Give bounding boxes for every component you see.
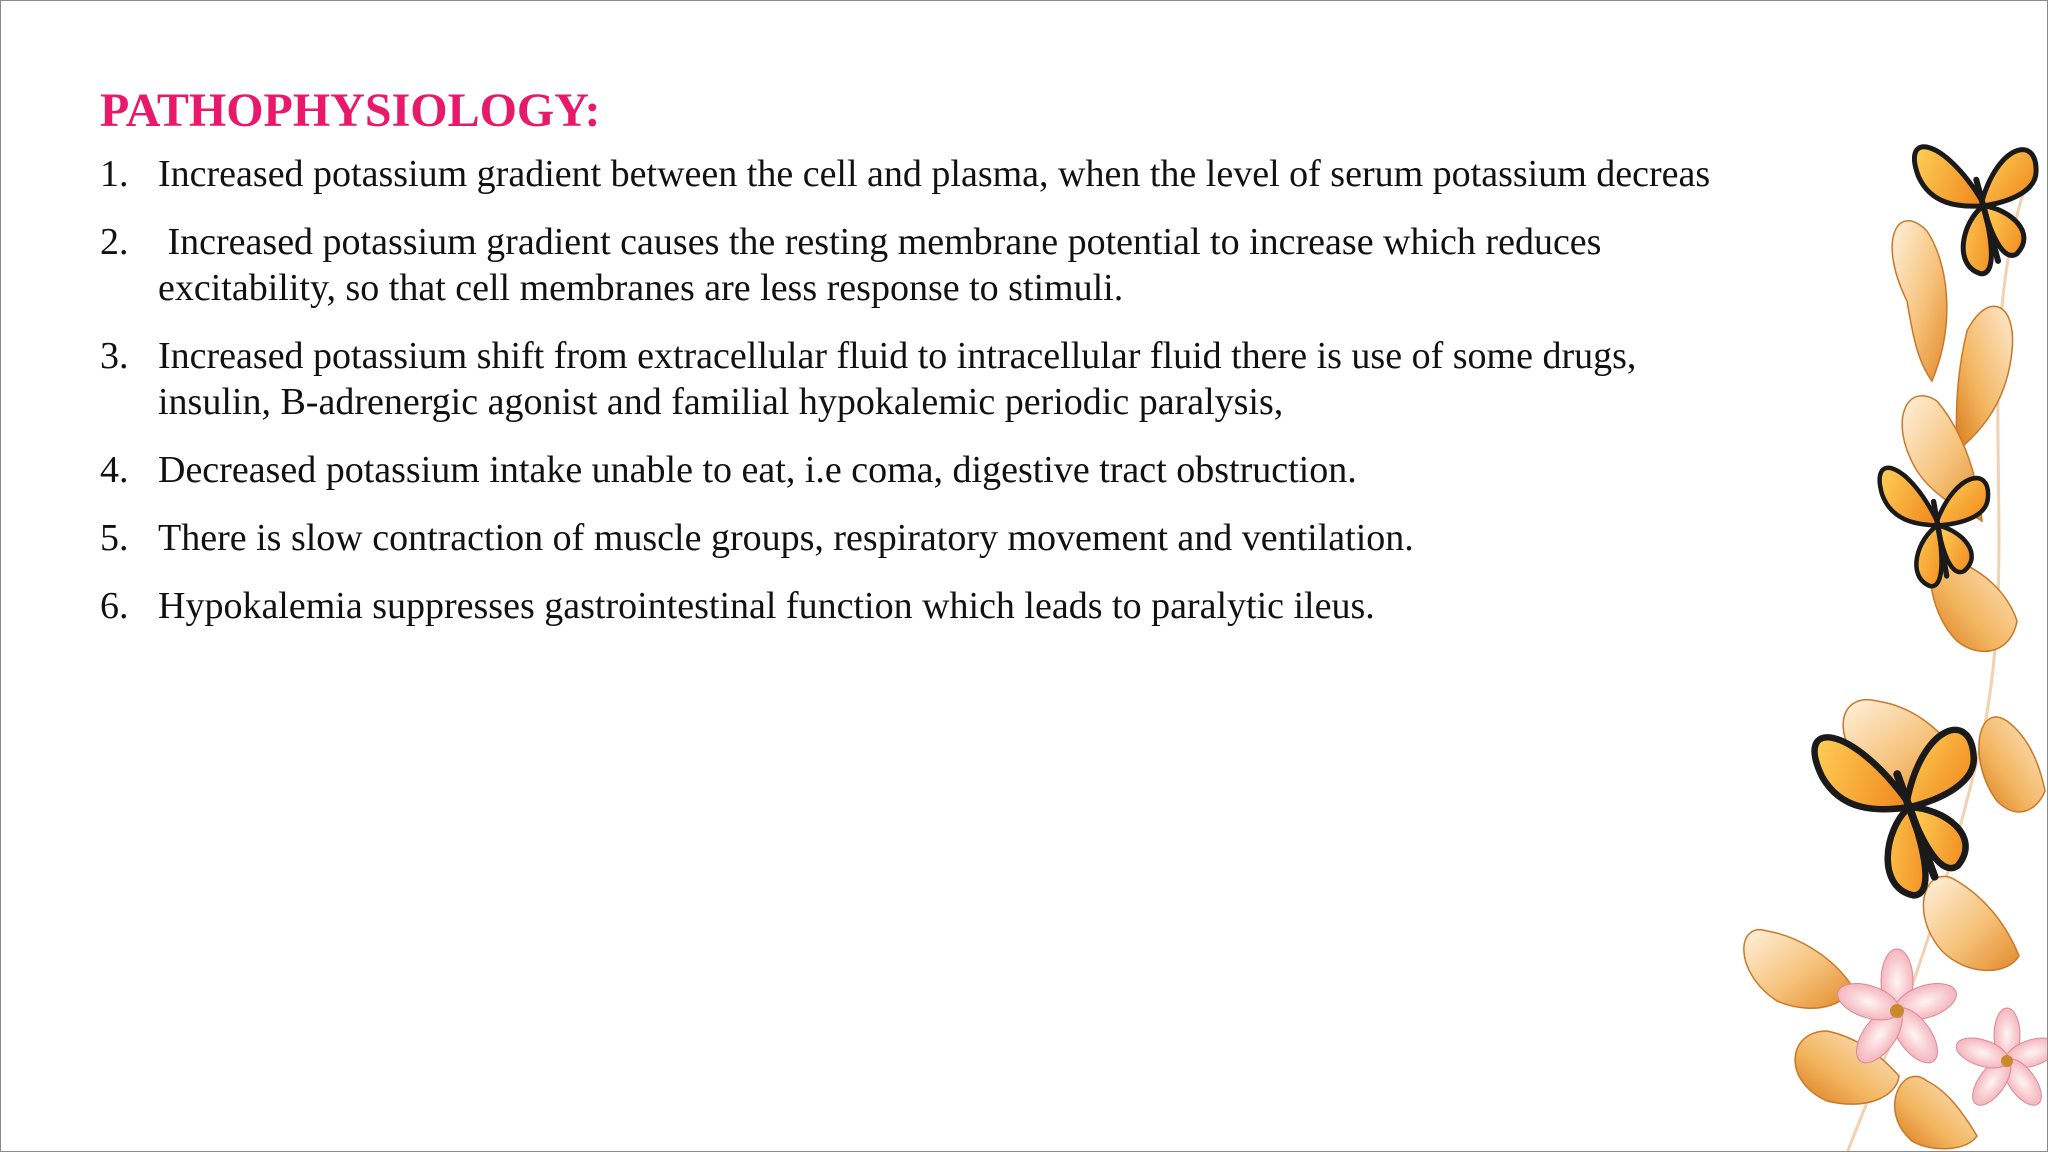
- pathophysiology-list: [100, 151, 1900, 651]
- item-text-line: excitability, so that cell membranes are less response to stimuli.: [158, 267, 1124, 309]
- item-number: 4.: [100, 449, 129, 491]
- list-item: [100, 219, 1900, 311]
- item-number: 2.: [100, 221, 129, 263]
- list-item: [100, 151, 1900, 197]
- petal-icon: [1892, 221, 2012, 521]
- item-text-line: Hypokalemia suppresses gastrointestinal function which leads to paralytic ileus.: [158, 585, 1375, 627]
- item-number: 5.: [100, 517, 129, 559]
- item-number: 3.: [100, 335, 129, 377]
- item-text-line: Increased potassium gradient causes the resting membrane potential to increase which reduces: [158, 221, 1602, 263]
- list-item: [100, 447, 1900, 493]
- list-item: [100, 333, 1900, 425]
- item-number: 1.: [100, 153, 129, 195]
- list-item: [100, 583, 1900, 629]
- item-text-line: Decreased potassium intake unable to eat, i.e coma, digestive tract obstruction.: [158, 449, 1357, 491]
- item-text-line: Increased potassium shift from extracellular fluid to intracellular fluid there is use of some drugs,: [158, 335, 1637, 377]
- floral-butterfly-decoration: [1727, 1, 2047, 1152]
- item-text-line: Increased potassium gradient between the cell and plasma, when the level of serum potassium decreas: [158, 153, 1711, 195]
- list-item: [100, 515, 1900, 561]
- flower-icon: [1953, 1008, 2047, 1112]
- item-text-line: insulin, B-adrenergic agonist and familial hypokalemic periodic paralysis,: [158, 381, 1284, 423]
- item-number: 6.: [100, 585, 129, 627]
- slide-title: PATHOPHYSIOLOGY:: [100, 84, 601, 137]
- item-text-line: There is slow contraction of muscle groups, respiratory movement and ventilation.: [158, 517, 1414, 559]
